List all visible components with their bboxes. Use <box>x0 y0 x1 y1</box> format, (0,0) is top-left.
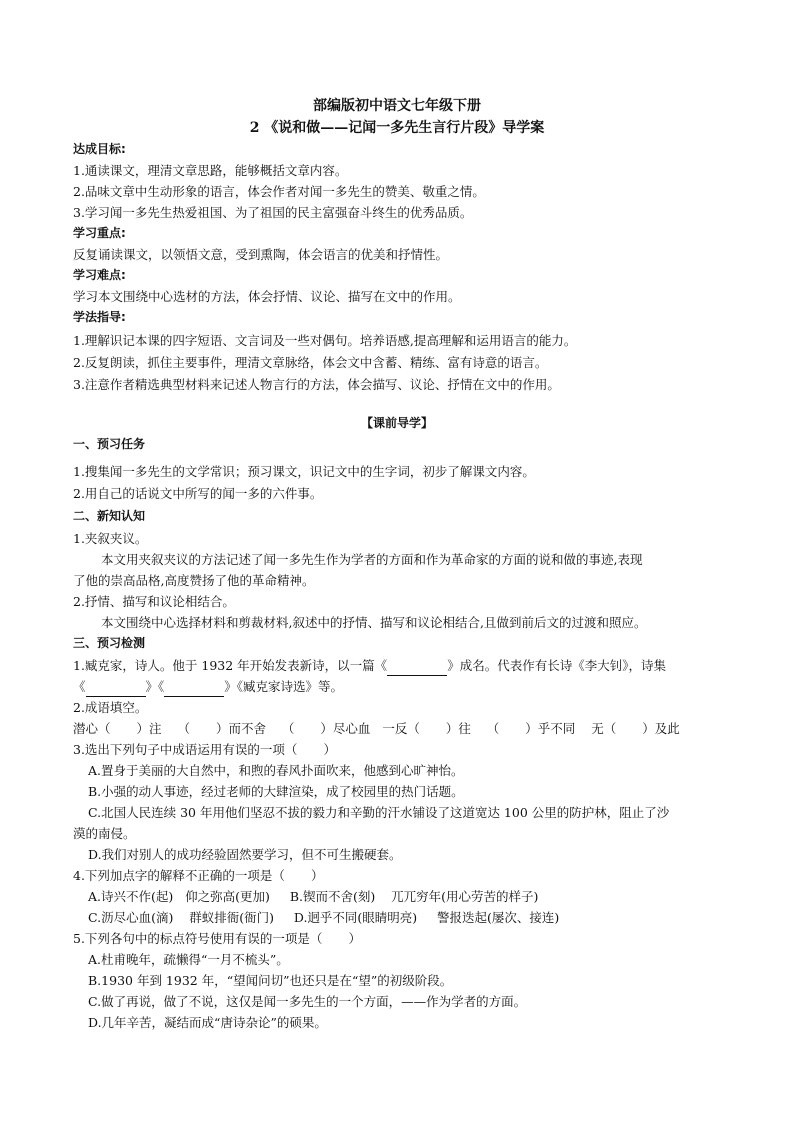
option-c-continued: 漠的南侵。 <box>73 826 136 841</box>
question-text: ） <box>348 931 361 946</box>
concept-title: 1.夹叙夹议。 <box>73 531 148 546</box>
options-row-1 <box>88 886 748 907</box>
answer-blank[interactable] <box>164 682 224 697</box>
document-subtitle: 2 《说和做——记闻一多先生言行片段》导学案 <box>249 120 545 136</box>
question-4-title <box>73 865 733 886</box>
idiom-part: （ <box>486 721 500 736</box>
option-d: D.迥乎不同(眼睛明亮) 警报迭起(屡次、接连) <box>293 910 560 925</box>
concept-body: 本文用夹叙夹议的方法记述了闻一多先生作为学者的方面和作为革命家的方面的说和做的事迹,表现 <box>101 552 643 567</box>
option-d: D.我们对别人的成功经验固然要学习，但不可生搬硬套。 <box>88 847 402 862</box>
idiom-part: ）而不舍 <box>215 721 266 736</box>
idiom-part: ）往 <box>445 721 471 736</box>
methods-heading: 学法指导: <box>73 310 126 324</box>
question-text: 3.选出下列句子中成语运用有误的一项（ <box>73 742 298 757</box>
goals-heading: 达成目标: <box>73 142 126 156</box>
question-text: 5.下列各句中的标点符号使用有误的一项是（ <box>73 931 323 946</box>
difficulties-heading: 学习难点: <box>73 268 126 282</box>
answer-blank[interactable] <box>387 661 447 676</box>
section2-heading: 二、新知认知 <box>73 509 146 523</box>
idiom-part: ）尽心血 <box>320 721 371 736</box>
question-text: ） <box>323 742 336 757</box>
section1-heading: 一、预习任务 <box>73 437 146 451</box>
option-c: C.北国人民连续 30 年用他们坚忍不拔的毅力和辛勤的汗水铺设了这道宽达 100 公里的防护林，阻止了沙 <box>88 805 670 820</box>
question-text: 1.臧克家，诗人。他于 1932 年开始发表新诗，以一篇《 <box>73 658 388 673</box>
idiom-part: （ <box>177 721 190 736</box>
question-text: 4.下列加点字的解释不正确的一项是（ <box>73 868 285 883</box>
question-1-continued <box>73 676 733 697</box>
key-points-text: 反复诵读课文，以领悟文意，受到熏陶，体会语言的优美和抒情性。 <box>73 247 449 262</box>
idiom-part: （ <box>281 721 295 736</box>
option-d: D.几年辛苦，凝结而成“唐诗杂论”的硕果。 <box>88 1015 327 1030</box>
section3-heading: 三、预习检测 <box>73 636 146 650</box>
idiom-part: ）及此 <box>642 721 680 736</box>
question-3-title <box>73 739 733 760</box>
question-text: 《 <box>73 679 86 694</box>
pre-class-heading: 【课前导学】 <box>360 416 433 430</box>
goal-item: 3.学习闻一多先生热爱祖国、为了祖国的民主富强奋斗终生的优秀品质。 <box>73 205 473 220</box>
question-2-title: 2.成语填空。 <box>73 700 148 715</box>
idiom-part: 无（ <box>591 721 617 736</box>
idiom-part: 一反（ <box>382 721 420 736</box>
option-c: C.做了再说，做了不说，这仅是闻一多先生的一个方面，——作为学者的方面。 <box>88 994 527 1009</box>
answer-blank[interactable] <box>86 682 146 697</box>
idiom-part: ）注 <box>136 721 162 736</box>
question-text: ） <box>310 868 324 883</box>
goal-item: 1.通读课文，理清文章思路，能够概括文章内容。 <box>73 163 348 178</box>
task-item: 1.搜集闻一多先生的文学常识；预习课文，识记文中的生字词，初步了解课文内容。 <box>73 464 535 479</box>
option-a: A.诗兴不作(起) 仰之弥高(更加) <box>88 889 270 904</box>
difficulties-text: 学习本文围绕中心选材的方法，体会抒情、议论、描写在文中的作用。 <box>73 289 461 304</box>
option-a: A.杜甫晚年，疏懒得“一月不梳头”。 <box>88 952 289 967</box>
key-points-heading: 学习重点: <box>73 226 126 240</box>
option-b: B.1930 年到 1932 年，“望闻问切”也还只是在“望”的初级阶段。 <box>88 973 453 988</box>
goal-item: 2.品味文章中生动形象的语言，体会作者对闻一多先生的赞美、敬重之情。 <box>73 184 485 199</box>
idiom-part: ）乎不同 <box>525 721 576 736</box>
method-item: 1.理解识记本课的四字短语、文言词及一些对偶句。培养语感,提高理解和运用语言的能力。 <box>73 333 577 348</box>
concept-body: 了他的崇高品格,高度赞扬了他的革命精神。 <box>73 573 315 588</box>
question-1 <box>73 655 733 676</box>
idiom-fill-row <box>73 718 733 739</box>
concept-title: 2.抒情、描写和议论相结合。 <box>73 594 235 609</box>
question-text: 》《 <box>145 679 165 694</box>
options-row-2 <box>88 907 748 928</box>
document-title: 部编版初中语文七年级下册 <box>313 98 481 114</box>
method-item: 3.注意作者精选典型材料来记述人物言行的方法，体会描写、议论、抒情在文中的作用。 <box>73 377 560 392</box>
question-text: 》成名。代表作有长诗《李大钊》，诗集 <box>447 658 666 673</box>
option-a: A.置身于美丽的大自然中，和煦的春风扑面吹来，他感到心旷神怡。 <box>88 763 464 778</box>
idiom-part: 潜心（ <box>73 721 111 736</box>
concept-body: 本文围绕中心选择材料和剪裁材料,叙述中的抒情、描写和议论相结合,且做到前后文的过渡和照应。 <box>101 615 647 630</box>
question-5-title <box>73 928 733 949</box>
option-b: B.小强的动人事迹，经过老师的大肆渲染，成了校园里的热门话题。 <box>88 784 464 799</box>
task-item: 2.用自己的话说文中所写的闻一多的六件事。 <box>73 486 323 501</box>
option-b: B.锲而不舍(刻) 兀兀穷年(用心劳苦的样子) <box>289 889 539 904</box>
option-c: C.沥尽心血(滴) 群蚁排衙(衙门) <box>88 910 274 925</box>
method-item: 2.反复朗读，抓住主要事件，理清文章脉络，体会文中含蓄、精练、富有诗意的语言。 <box>73 355 548 370</box>
question-text: 》《臧克家诗选》等。 <box>224 679 344 694</box>
